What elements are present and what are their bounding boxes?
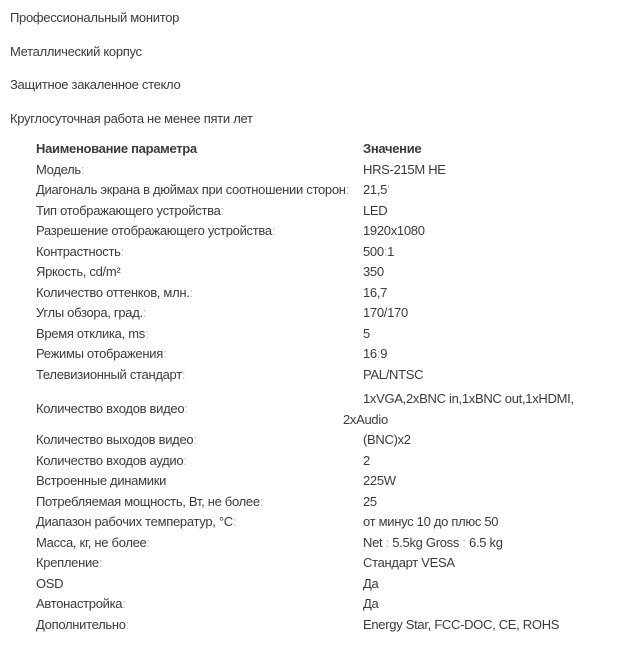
param-cell: Масса, кг, не более: xyxy=(36,534,150,550)
intro-line-metal-case: Металлический корпус xyxy=(10,43,142,59)
colon: : xyxy=(345,182,349,197)
param-cell: Телевизионный стандарт: xyxy=(36,366,186,382)
value-cell: 350 xyxy=(363,264,384,279)
table-row xyxy=(36,533,638,554)
table-row xyxy=(36,303,638,324)
table-row xyxy=(36,160,638,181)
param-cell: Время отклика, ms: xyxy=(36,325,149,341)
table-row xyxy=(36,615,638,636)
value-cell: 2 xyxy=(363,452,370,468)
param-cell: Режимы отображения: xyxy=(36,346,167,361)
table-row xyxy=(36,180,638,201)
table-row xyxy=(36,471,638,492)
param-cell: OSD xyxy=(36,575,64,591)
table-row xyxy=(36,451,638,472)
param-cell: Автонастройка: xyxy=(36,596,126,611)
header-param-cell: Наименование параметра xyxy=(36,141,197,156)
intro-section xyxy=(0,11,638,125)
param-cell: Диагональ экрана в дюймах при соотношении сторон: xyxy=(36,182,349,197)
value-cell: Да xyxy=(363,596,379,611)
value-cell: 5 xyxy=(363,325,370,341)
intro-line-protective-glass: Защитное закаленное стекло xyxy=(10,77,181,92)
table-row xyxy=(36,283,638,304)
value-cell: 500:1 xyxy=(363,243,395,259)
param-cell: Тип отображающего устройства: xyxy=(36,202,224,218)
value-cell: 170/170 xyxy=(363,305,408,320)
colon: : xyxy=(80,161,85,177)
param-cell: Количество входов видео: xyxy=(36,401,188,417)
value-cell: 16,7 xyxy=(363,284,388,300)
value-cell: HRS-215M HE xyxy=(363,161,446,177)
intro-line-professional-monitor: Профессиональный монитор xyxy=(10,10,180,25)
colon: : xyxy=(184,401,188,417)
param-cell: Количество оттенков, млн.: xyxy=(36,284,193,300)
param-cell: Контрастность: xyxy=(36,243,124,259)
table-row xyxy=(36,242,638,263)
param-cell: Диапазон рабочих температур, °C: xyxy=(36,514,237,529)
table-row xyxy=(36,594,638,615)
value-cell: Net : 5.5kg Gross : 6.5 kg xyxy=(363,534,503,550)
value-cell: Energy Star, FCC-DOC, CE, ROHS xyxy=(363,616,560,632)
value-cell: от минус 10 до плюс 50 xyxy=(363,514,499,529)
colon: : xyxy=(220,202,224,218)
value-cell: 16:9 xyxy=(363,346,388,361)
value-cell: LED xyxy=(363,202,388,218)
value-cell: 1xVGA,2xBNC in,1xBNC out,1xHDMI, 2xAudio xyxy=(343,391,574,427)
colon: : xyxy=(259,493,264,509)
value-cell: (BNC)x2 xyxy=(363,432,411,447)
value-cell: 225W xyxy=(363,473,396,488)
table-row xyxy=(36,324,638,345)
param-cell: Дополнительно: xyxy=(36,616,129,632)
colon: : xyxy=(193,432,197,447)
table-row xyxy=(36,365,638,386)
value-cell: 25 xyxy=(363,493,377,509)
table-row xyxy=(36,262,638,283)
table-row xyxy=(36,430,638,451)
colon: : xyxy=(98,555,103,570)
param-cell: Крепление: xyxy=(36,555,103,570)
colon: : xyxy=(189,284,193,300)
spec-table xyxy=(0,139,638,635)
param-cell: Разрешение отображающего устройства: xyxy=(36,223,276,238)
table-row xyxy=(36,344,638,365)
intro-line-continuous-operation: Круглосуточная работа не менее пяти лет xyxy=(10,110,253,126)
value-cell: PAL/NTSC xyxy=(363,366,424,382)
colon: : xyxy=(232,514,237,529)
param-cell: Встроенные динамики xyxy=(36,473,167,488)
colon: : xyxy=(122,596,126,611)
header-value-cell: Значение xyxy=(363,141,422,156)
value-cell: Да xyxy=(363,575,379,591)
colon: : xyxy=(271,223,276,238)
colon: : xyxy=(162,346,167,361)
colon: : xyxy=(144,325,149,341)
table-row xyxy=(36,492,638,513)
table-row xyxy=(36,201,638,222)
value-cell: 1920x1080 xyxy=(363,223,425,238)
param-cell: Яркость, cd/m² xyxy=(36,264,121,279)
value-cell: Стандарт VESA xyxy=(363,555,455,570)
colon: : xyxy=(146,534,150,550)
param-cell: Количество выходов видео: xyxy=(36,432,197,447)
colon: : xyxy=(125,616,129,632)
colon: : xyxy=(142,305,147,320)
table-row xyxy=(36,389,638,430)
param-cell: Модель: xyxy=(36,161,85,177)
colon: : xyxy=(181,366,186,382)
table-row xyxy=(36,221,638,242)
param-cell: Потребляемая мощность, Вт, не более: xyxy=(36,493,264,509)
param-cell: Углы обзора, град.: xyxy=(36,305,147,320)
table-header-row xyxy=(36,139,638,160)
colon: : xyxy=(120,243,124,259)
value-cell: 21,5' xyxy=(363,182,390,197)
table-row xyxy=(36,512,638,533)
table-row xyxy=(36,574,638,595)
table-row xyxy=(36,553,638,574)
colon: : xyxy=(183,452,187,468)
param-cell: Количество входов аудио: xyxy=(36,452,187,468)
